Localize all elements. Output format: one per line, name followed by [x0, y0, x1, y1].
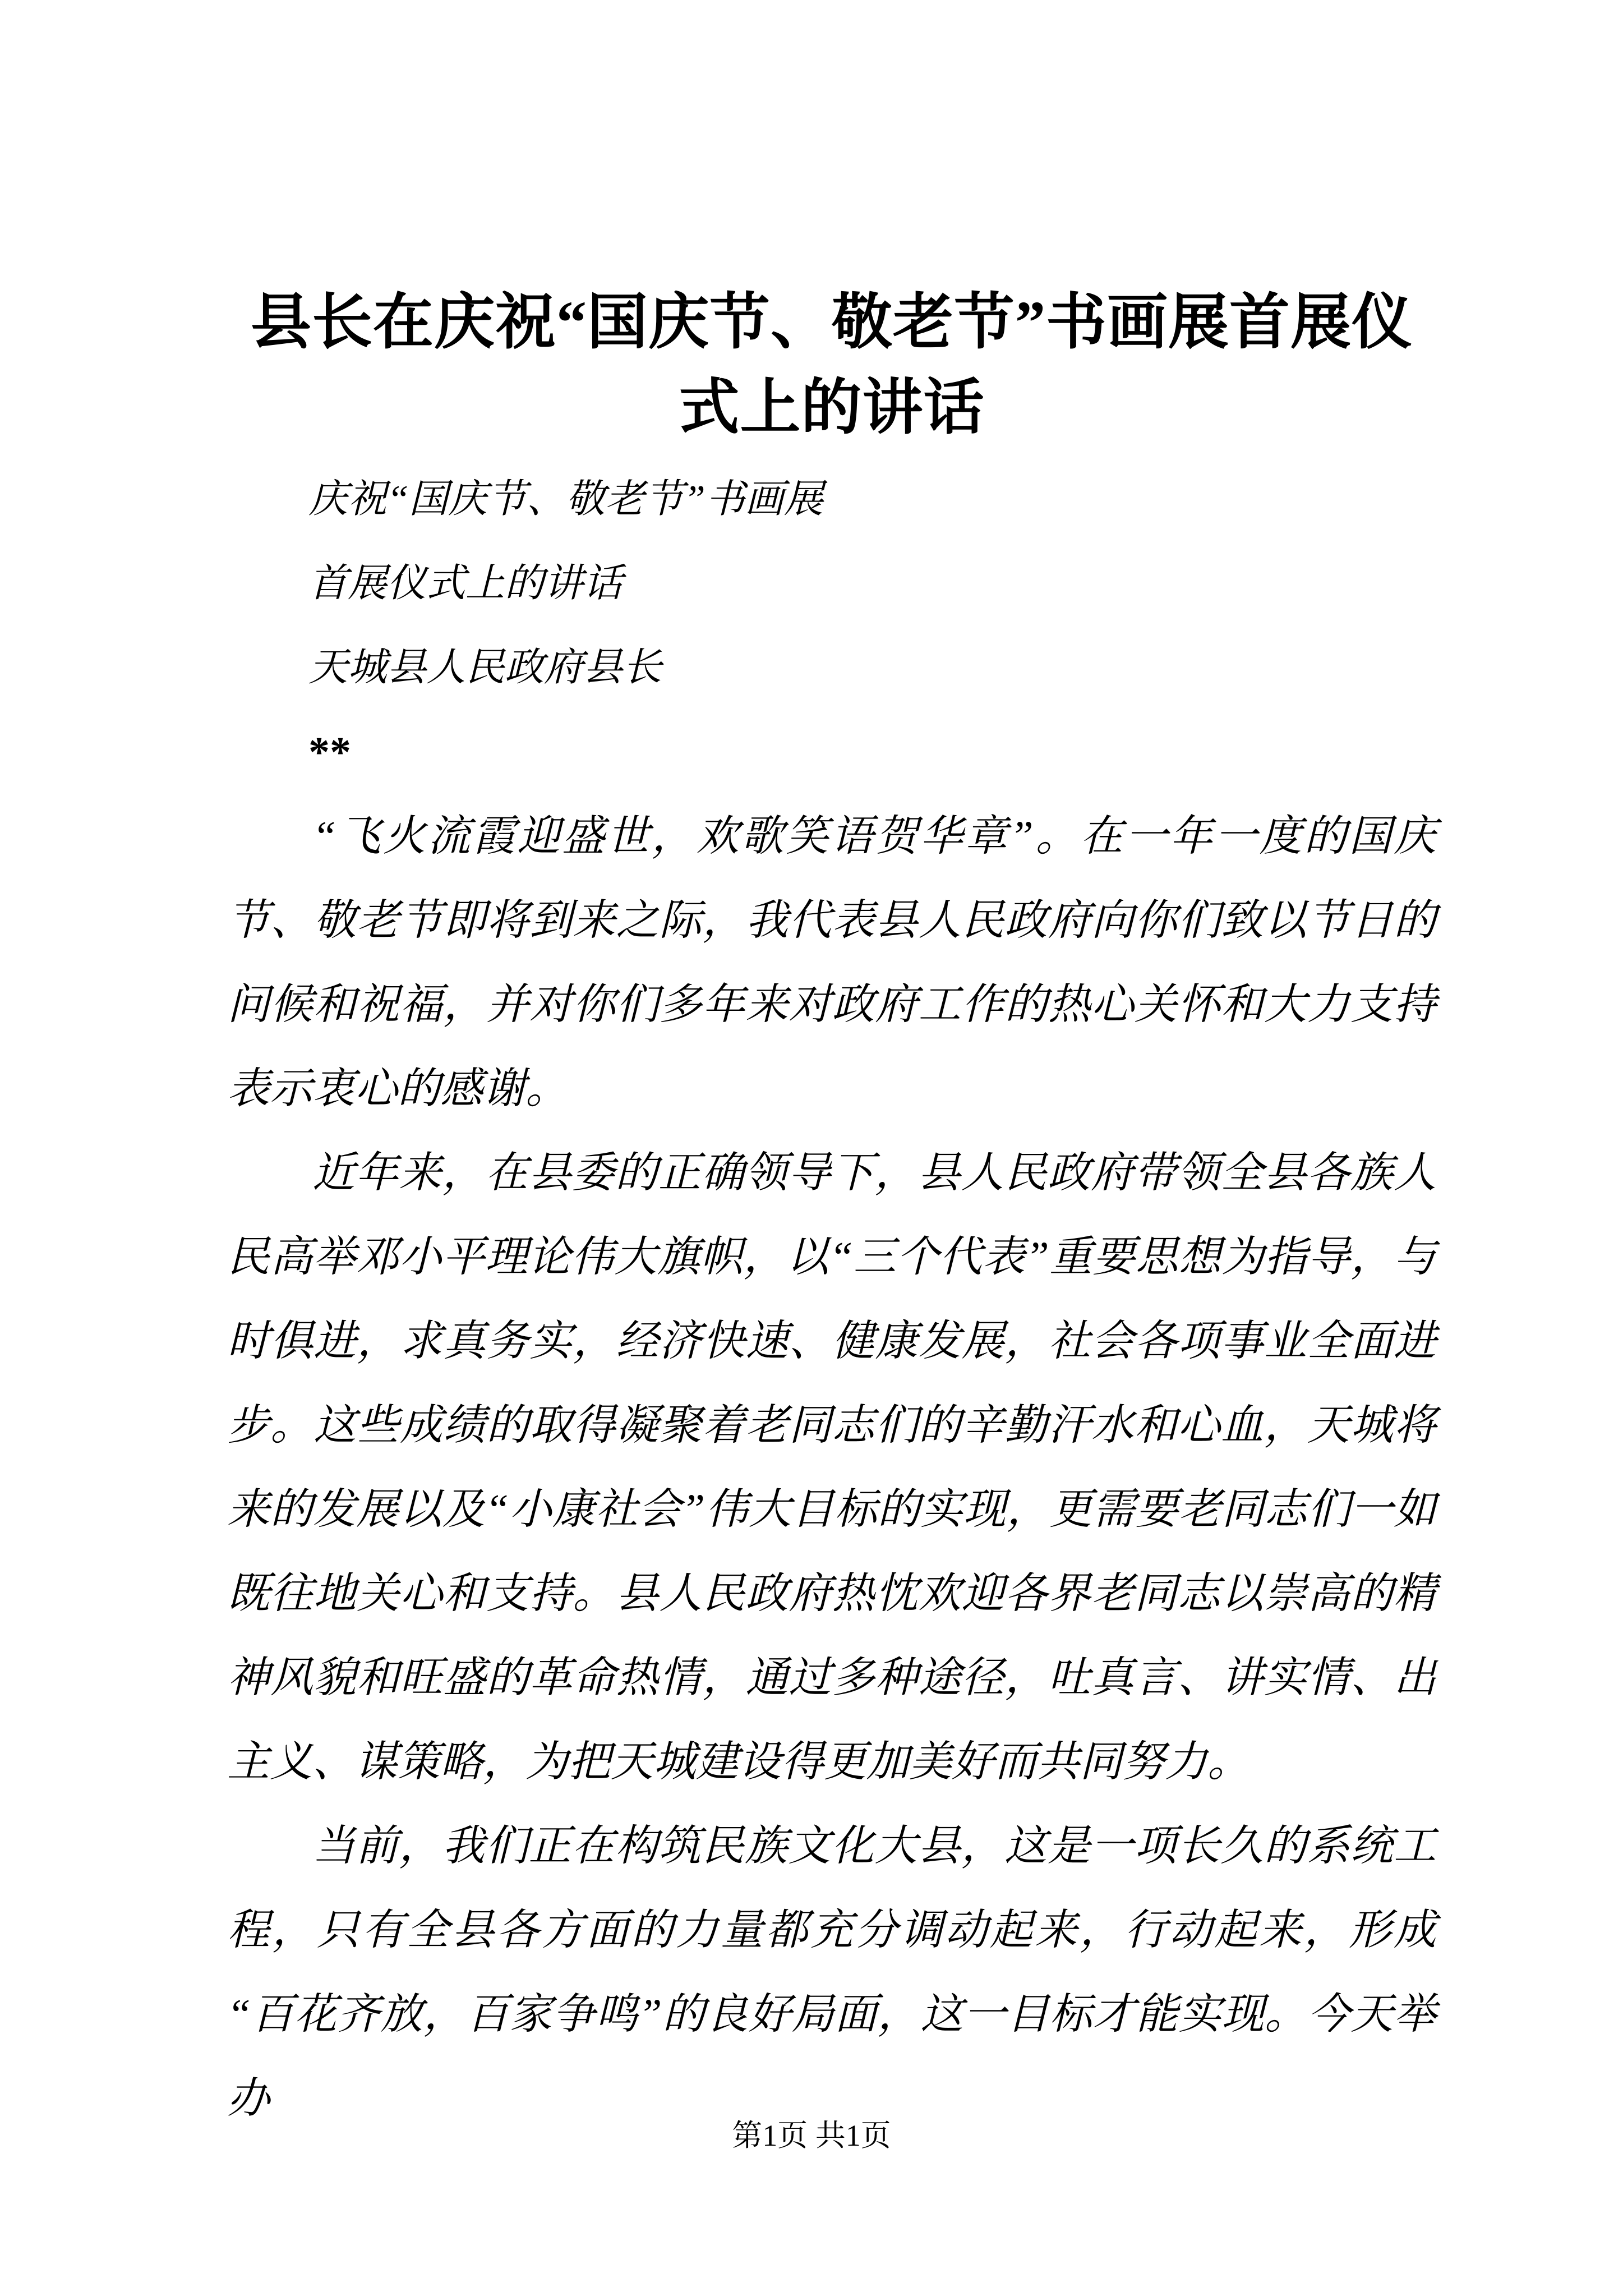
body-block — [227, 794, 1436, 2141]
title-block — [227, 0, 1436, 451]
page-footer — [0, 2116, 1623, 2155]
subtitle-block — [227, 458, 1436, 710]
body-paragraph-achievements: 近年来，在县委的正确领导下，县人民政府带领全县各族人民高举邓小平理论伟大旗帜，以“三个代表”重要思想为指导，与时俱进，求真务实，经济快速、健康发展，社会各项事业全面进步。这些成绩的取得凝聚着老同志们的辛勤汗水和心血，天城将来的发展以及“小康社会”伟大目标的实现，更需要老同志们一如既往地关心和支持。县人民政府热忱欢迎各界老同志以崇高的精神风貌和旺盛的革命热情，通过多种途径，吐真言、讲实情、出主义、谋策略，为把天城建设得更加美好而共同努力。 — [227, 1149, 1436, 1786]
body-paragraph-greeting: “飞火流霞迎盛世，欢歌笑语贺华章”。在一年一度的国庆节、敬老节即将到来之际，我代表县人民政府向你们致以节日的问候和祝福，并对你们多年来对政府工作的热心关怀和大力支持表示衷心的感谢。 — [227, 813, 1436, 1112]
subtitle-speech-occasion: 首展仪式上的讲话 — [308, 562, 623, 605]
page-title-line-1: 县长在庆祝“国庆节、敬老节”书画展首展仪 — [250, 289, 1413, 356]
page-number-label: 第1页 共1页 — [732, 2119, 891, 2152]
author-mark: ** — [308, 729, 351, 776]
subtitle-speaker-title: 天城县人民政府县长 — [308, 646, 662, 689]
page-title-line-2: 式上的讲话 — [679, 375, 985, 441]
body-paragraph-culture: 当前，我们正在构筑民族文化大县，这是一项长久的系统工程，只有全县各方面的力量都充分调动起来，行动起来，形成“百花齐放，百家争鸣”的良好局面，这一目标才能实现。今天举办 — [227, 1823, 1436, 2122]
subtitle-exhibition-name: 庆祝“国庆节、敬老节”书画展 — [308, 478, 823, 521]
